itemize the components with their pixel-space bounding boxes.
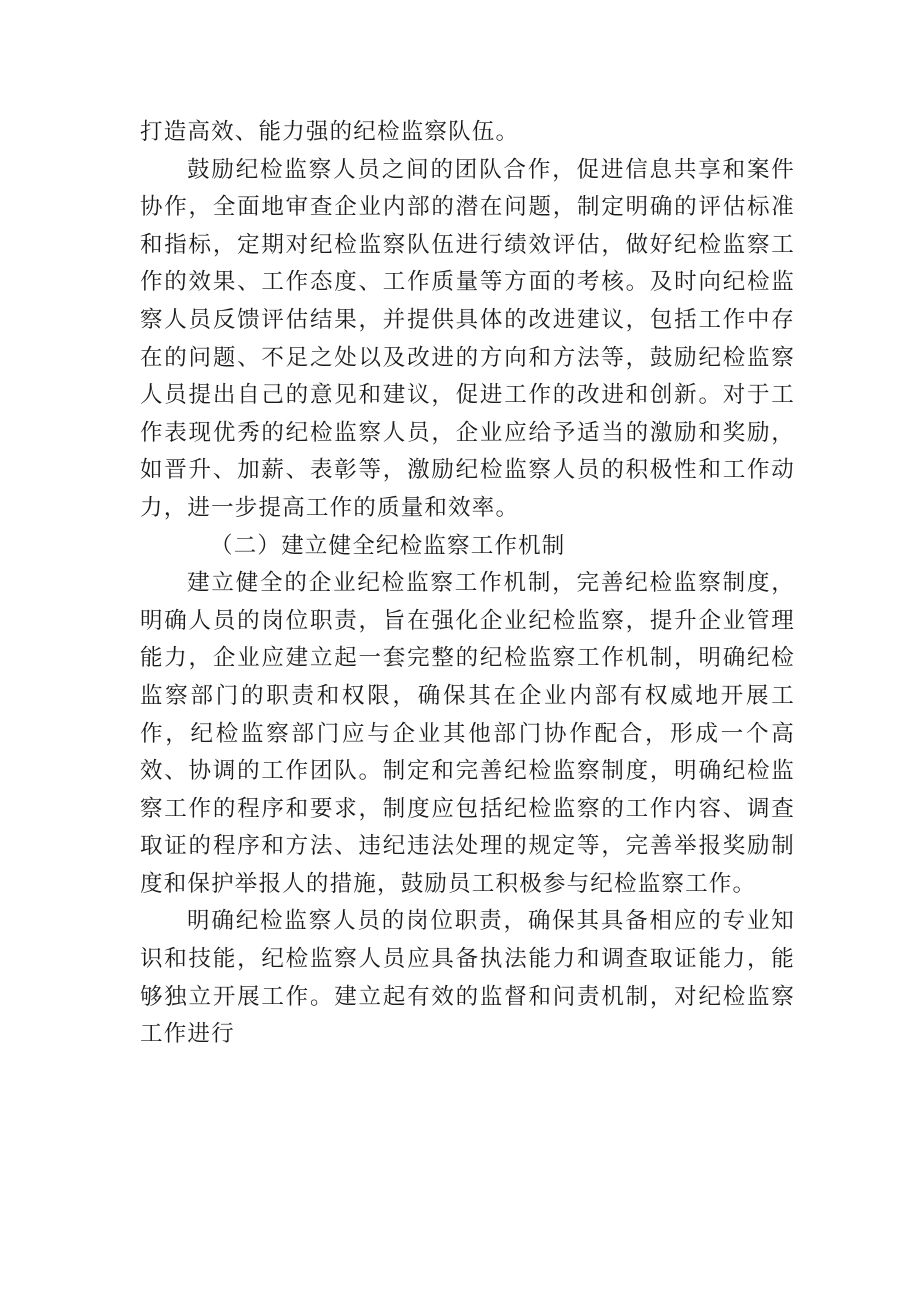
section-heading: （二）建立健全纪检监察工作机制 <box>210 532 566 559</box>
paragraph-job-duties: 明确纪检监察人员的岗位职责，确保其具备相应的专业知识和技能，纪检监察人员应具备执法能力和调查取证能力，能够独立开展工作。建立起有效的监督和问责机制，对纪检监察工作进行 <box>140 908 795 1048</box>
paragraph-work-mechanism: 建立健全的企业纪检监察工作机制，完善纪检监察制度，明确人员的岗位职责，旨在强化企业纪检监察，提升企业管理能力，企业应建立起一套完整的纪检监察工作机制，明确纪检监察部门的职责和权限，确保其在企业内部有权威地开展工作，纪检监察部门应与企业其他部门协作配合，形成一个高效、协调的工作团队。制定和完善纪检监察制度，明确纪检监察工作的程序和要求，制度应包括纪检监察的工作内容、调查取证的程序和方法、违纪违法处理的规定等，完善举报奖励制度和保护举报人的措施，鼓励员工积极参与纪检监察工作。 <box>140 570 795 897</box>
paragraph-continuation: 打造高效、能力强的纪检监察队伍。 <box>140 119 520 145</box>
document-body <box>140 114 795 1054</box>
paragraph-team-cooperation: 鼓励纪检监察人员之间的团队合作，促进信息共享和案件协作，全面地审查企业内部的潜在问题，制定明确的评估标准和指标，定期对纪检监察队伍进行绩效评估，做好纪检监察工作的效果、工作态度、工作质量等方面的考核。及时向纪检监察人员反馈评估结果，并提供具体的改进建议，包括工作中存在的问题、不足之处以及改进的方向和方法等，鼓励纪检监察人员提出自己的意见和建议，促进工作的改进和创新。对于工作表现优秀的纪检监察人员，企业应给予适当的激励和奖励，如晋升、加薪、表彰等，激励纪检监察人员的积极性和工作动力，进一步提高工作的质量和效率。 <box>140 156 795 521</box>
